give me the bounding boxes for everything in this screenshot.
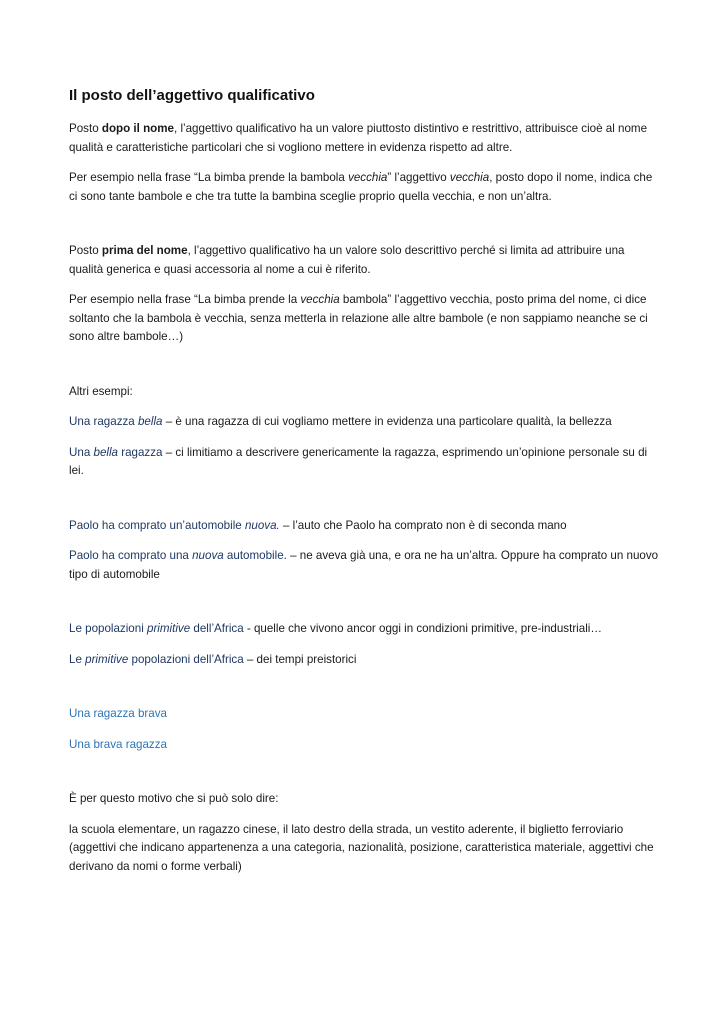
- paragraph-motivo: È per questo motivo che si può solo dire:: [69, 792, 279, 805]
- example-phrase: [69, 415, 162, 428]
- text-span: Le popolazioni: [69, 622, 147, 635]
- example-phrase: [69, 519, 280, 532]
- italic-vecchia: vecchia: [449, 171, 490, 184]
- text-span: ” l’aggettivo: [387, 171, 450, 184]
- italic-word: bella: [93, 445, 118, 459]
- text-span: Per esempio nella frase “La bimba prende la: [69, 293, 301, 306]
- italic-word: primitive: [147, 622, 191, 635]
- text-span: Posto: [69, 122, 102, 135]
- example-primitive-popolazioni: [69, 651, 659, 670]
- text-span: bambola” l’aggettivo vecchia, posto prima del nome, ci dice soltanto che la bambola è vecchia, senza metterla in relazione alle altre bambole (e non sappiamo neanche se ci sono altre bambole…): [69, 293, 648, 343]
- paragraph-esempio-dopo: [69, 169, 659, 206]
- example-ragazza-bella: [69, 413, 659, 432]
- altri-esempi-label: Altri esempi:: [69, 384, 133, 398]
- document-body: [69, 86, 659, 888]
- example-phrase: [69, 446, 162, 459]
- text-span: Una: [69, 445, 94, 459]
- bold-prima-del-nome: prima del nome: [101, 244, 188, 257]
- text-span: Paolo ha comprato un’automobile: [69, 518, 245, 532]
- example-nuova-automobile: [69, 547, 659, 584]
- example-explanation: – è una ragazza di cui vogliamo mettere in evidenza una particolare qualità, la bellezza: [162, 415, 612, 428]
- example-bella-ragazza: [69, 444, 659, 481]
- spacer: [69, 359, 659, 383]
- text-span: dell’Africa: [190, 622, 244, 635]
- spacer: [69, 681, 659, 705]
- example-phrase: [69, 549, 287, 562]
- example-explanation: - quelle che vivono ancor oggi in condizioni primitive, pre-industriali…: [243, 622, 602, 635]
- italic-word: nuova: [192, 549, 224, 562]
- example-phrase: [69, 622, 244, 635]
- example-brava-ragazza: Una brava ragazza: [69, 737, 167, 751]
- text-span: , l’aggettivo qualificativo ha un valore piuttosto distintivo e restrittivo, attribuisce cioè al nome qualità e caratteristiche particolari che si vogliono mettere in evidenza rispetto ad altre.: [69, 122, 648, 154]
- spacer: [69, 596, 659, 620]
- paragraph-esempio-prima: [69, 291, 659, 347]
- spacer: [69, 218, 659, 242]
- example-explanation: – ne aveva già una, e ora ne ha un’altra. Oppure ha comprato un nuovo tipo di automobile: [69, 549, 659, 581]
- italic-vecchia: vecchia: [348, 171, 388, 184]
- example-popolazioni-primitive: [69, 620, 659, 639]
- example-phrase: [69, 653, 244, 666]
- spacer: [69, 766, 659, 790]
- italic-word: primitive: [85, 652, 129, 666]
- text-span: Le: [69, 652, 86, 666]
- text-span: Per esempio nella frase “La bimba prende la bambola: [69, 171, 349, 184]
- text-span: , posto dopo il nome, indica che ci sono tante bambole e che tra tutte la bambina sceglie proprio quella vecchia, e non un’altra.: [69, 171, 653, 203]
- example-explanation: – l’auto che Paolo ha comprato non è di seconda mano: [279, 518, 567, 532]
- document-title: Il posto dell’aggettivo qualificativo: [69, 87, 315, 104]
- text-span: popolazioni dell’Africa: [128, 652, 244, 666]
- text-span: Posto: [69, 244, 102, 257]
- paragraph-prima-nome: [69, 242, 659, 279]
- text-span: ragazza: [118, 445, 163, 459]
- paragraph-final: la scuola elementare, un ragazzo cinese, il lato destro della strada, un vestito aderente, il biglietto ferroviario (aggettivi che indicano appartenenza a una categoria, nazionalità, posizione, caratteristica materiale, aggettivi che derivano da nomi o forme verbali): [69, 822, 654, 873]
- paragraph-dopo-nome: [69, 120, 659, 157]
- example-automobile-nuova: [69, 517, 659, 536]
- text-span: Paolo ha comprato una: [69, 549, 193, 562]
- italic-vecchia: vecchia: [300, 293, 340, 306]
- text-span: , l’aggettivo qualificativo ha un valore solo descrittivo perché si limita ad attribuire una qualità generica e quasi accessoria al nome a cui è riferito.: [69, 244, 625, 276]
- italic-word: bella: [137, 415, 163, 428]
- example-explanation: – dei tempi preistorici: [243, 652, 357, 666]
- example-ragazza-brava: Una ragazza brava: [69, 707, 167, 720]
- text-span: automobile.: [223, 549, 287, 562]
- spacer: [69, 493, 659, 517]
- example-explanation: – ci limitiamo a descrivere genericamente la ragazza, esprimendo un’opinione personale su di lei.: [69, 445, 648, 477]
- bold-dopo-il-nome: dopo il nome: [101, 122, 175, 135]
- text-span: Una ragazza: [69, 415, 138, 428]
- italic-word: nuova.: [244, 518, 280, 532]
